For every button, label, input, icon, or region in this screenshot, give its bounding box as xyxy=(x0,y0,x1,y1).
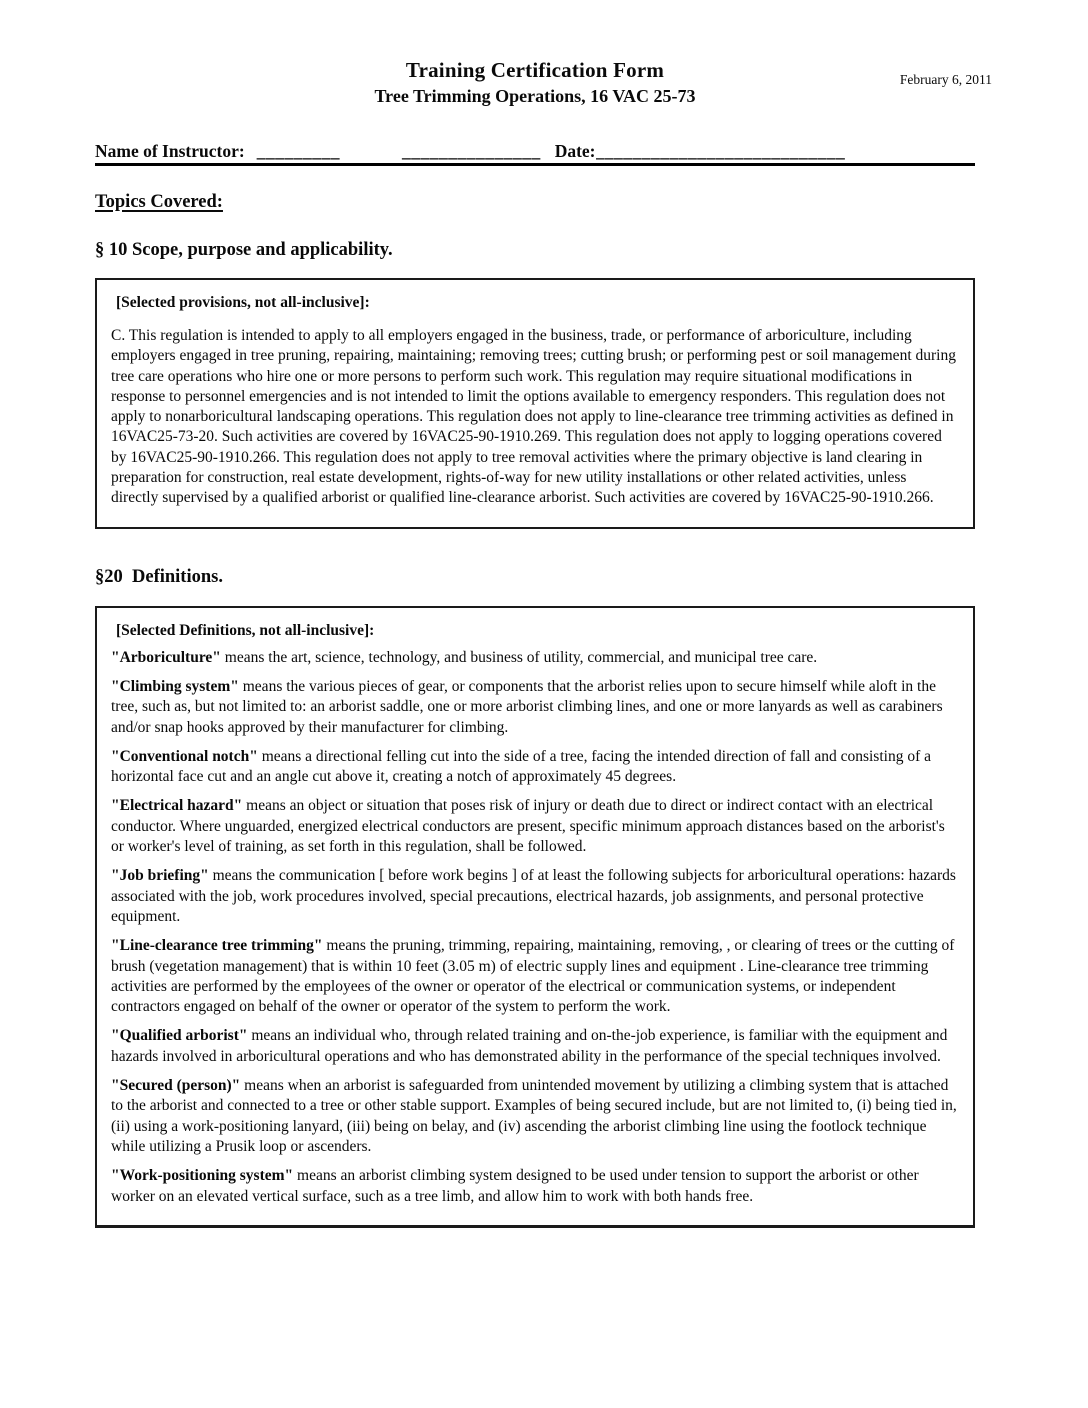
instructor-name-blank-1: _________ xyxy=(256,141,340,161)
definition-term: "Secured (person)" xyxy=(111,1077,241,1095)
definition-item xyxy=(111,677,957,738)
section-10-heading: § 10 Scope, purpose and applicability. xyxy=(95,240,393,260)
definition-item xyxy=(111,936,957,1017)
instructor-name-label: Name of Instructor: xyxy=(95,141,245,161)
provisions-text: C. This regulation is intended to apply to all employers engaged in the business, trade, or performance of arboriculture, including employers engaged in tree pruning, repairing, maintaining; removing trees; cutting brush; or performing pest or soil management during tree care operations who hire one or more persons to perform such work. This regulation may require situational modifications in response to personnel emergencies and is not intended to limit the options available to emergency responders. This regulation does not apply to nonarboricultural landscaping operations. This regulation does not apply to line-clearance tree trimming activities as defined in 16VAC25-73-20. Such activities are covered by 16VAC25-90-1910.269. This regulation does not apply to logging operations covered by 16VAC25-90-1910.266. This regulation does not apply to tree removal activities where the primary objective is land clearing in preparation for construction, real estate development, rights-of-way for new utility installations or other related activities, unless directly supervised by a qualified arborist or qualified line-clearance arborist. Such activities are covered by 16VAC25-90-1910.266. xyxy=(111,327,960,507)
definition-term: "Job briefing" xyxy=(111,867,209,885)
definition-term: "Conventional notch" xyxy=(111,747,258,765)
definition-text: means when an arborist is safeguarded from unintended movement by utilizing a climbing system that is attached to the arborist and connected to a tree or other stable support. Examples of being secured include, but are not limited to, (i) being tied in, (ii) using a work-positioning lanyard, (iii) being on belay, and (iv) ascending the arborist climbing line using the footlock technique while utilizing a Prusik loop or ascenders. xyxy=(111,1077,957,1155)
definition-item xyxy=(111,1076,957,1157)
definition-term: "Qualified arborist" xyxy=(111,1027,248,1045)
definition-text: means an object or situation that poses risk of injury or death due to direct or indirect contact with an electrical conductor. Where unguarded, energized electrical conductors are present, specific minimum approach distances based on the arborist's or worker's level of training, as set forth in this regulation, shall be followed. xyxy=(111,797,945,856)
definition-text: means a directional felling cut into the side of a tree, facing the intended direction of fall and consisting of a horizontal face cut and an angle cut above it, creating a notch of approximately 45 degrees. xyxy=(111,747,931,786)
definition-item xyxy=(111,747,957,788)
definition-term: "Line-clearance tree trimming" xyxy=(111,937,323,955)
revision-date: February 6, 2011 xyxy=(899,72,992,87)
scope-provisions-box xyxy=(95,278,975,529)
provisions-box-label: [Selected provisions, not all-inclusive]: xyxy=(116,294,370,311)
instructor-name-blank-2: _______________ xyxy=(401,141,541,161)
definition-text: means an individual who, through related training and on-the-job experience, is familiar with the equipment and hazards involved in arboricultural operations and who has demonstrated ability in the performance of the special techniques involved. xyxy=(111,1027,948,1065)
section-20-heading: §20 Definitions. xyxy=(95,566,223,587)
definition-text: means an arborist climbing system designed to be used under tension to support the arborist or other worker on an elevated vertical surface, such as a tree limb, and allow him to work with both hands free. xyxy=(111,1167,919,1205)
definition-text: means the pruning, trimming, repairing, maintaining, removing, , or clearing of trees or the cutting of brush (vegetation management) that is within 10 feet (3.05 m) of electric supply lines and equipment . Line-clearance tree trimming activities are performed by the employees of the owner or operator of the electrical or communication systems, or independent contractors engaged on behalf of the owner or operator of the system to perform the work. xyxy=(111,937,955,1016)
definition-item xyxy=(111,866,957,927)
title-block xyxy=(95,58,975,107)
date-blank: ___________________________ xyxy=(595,141,846,161)
definition-item xyxy=(111,1026,957,1067)
definition-text: means the various pieces of gear, or components that the arborist relies upon to secure himself while aloft in the tree, such as, but not limited to: an arborist saddle, one or more arborist climbing lines, and one or more lanyards as well as carabiners and/or snap hooks approved by their manufacturer for climbing. xyxy=(111,677,943,736)
definition-text: means the communication [ before work begins ] of at least the following subjects for arboricultural operations: hazards associated with the job, work procedures involved, special precautions, electrical hazards, job assignments, and personal protective equipment. xyxy=(111,867,956,925)
definition-item xyxy=(111,1166,957,1207)
definition-term: "Electrical hazard" xyxy=(111,797,243,815)
definition-text: means the art, science, technology, and business of utility, commercial, and municipal tree care. xyxy=(220,648,818,666)
page-title: Training Certification Form xyxy=(405,58,665,82)
definition-term: "Climbing system" xyxy=(111,677,239,695)
definition-term: "Work-positioning system" xyxy=(111,1167,294,1185)
definition-item xyxy=(111,796,957,857)
definitions-box xyxy=(95,606,975,1228)
date-label: Date: xyxy=(554,141,596,161)
topics-covered-heading: Topics Covered: xyxy=(95,192,223,212)
page-subtitle: Tree Trimming Operations, 16 VAC 25-73 xyxy=(374,86,696,106)
definition-item xyxy=(111,648,957,668)
definitions-box-label: [Selected Definitions, not all-inclusive]: xyxy=(116,621,375,639)
definition-term: "Arboriculture" xyxy=(111,648,221,666)
instructor-signature-line xyxy=(95,141,975,166)
